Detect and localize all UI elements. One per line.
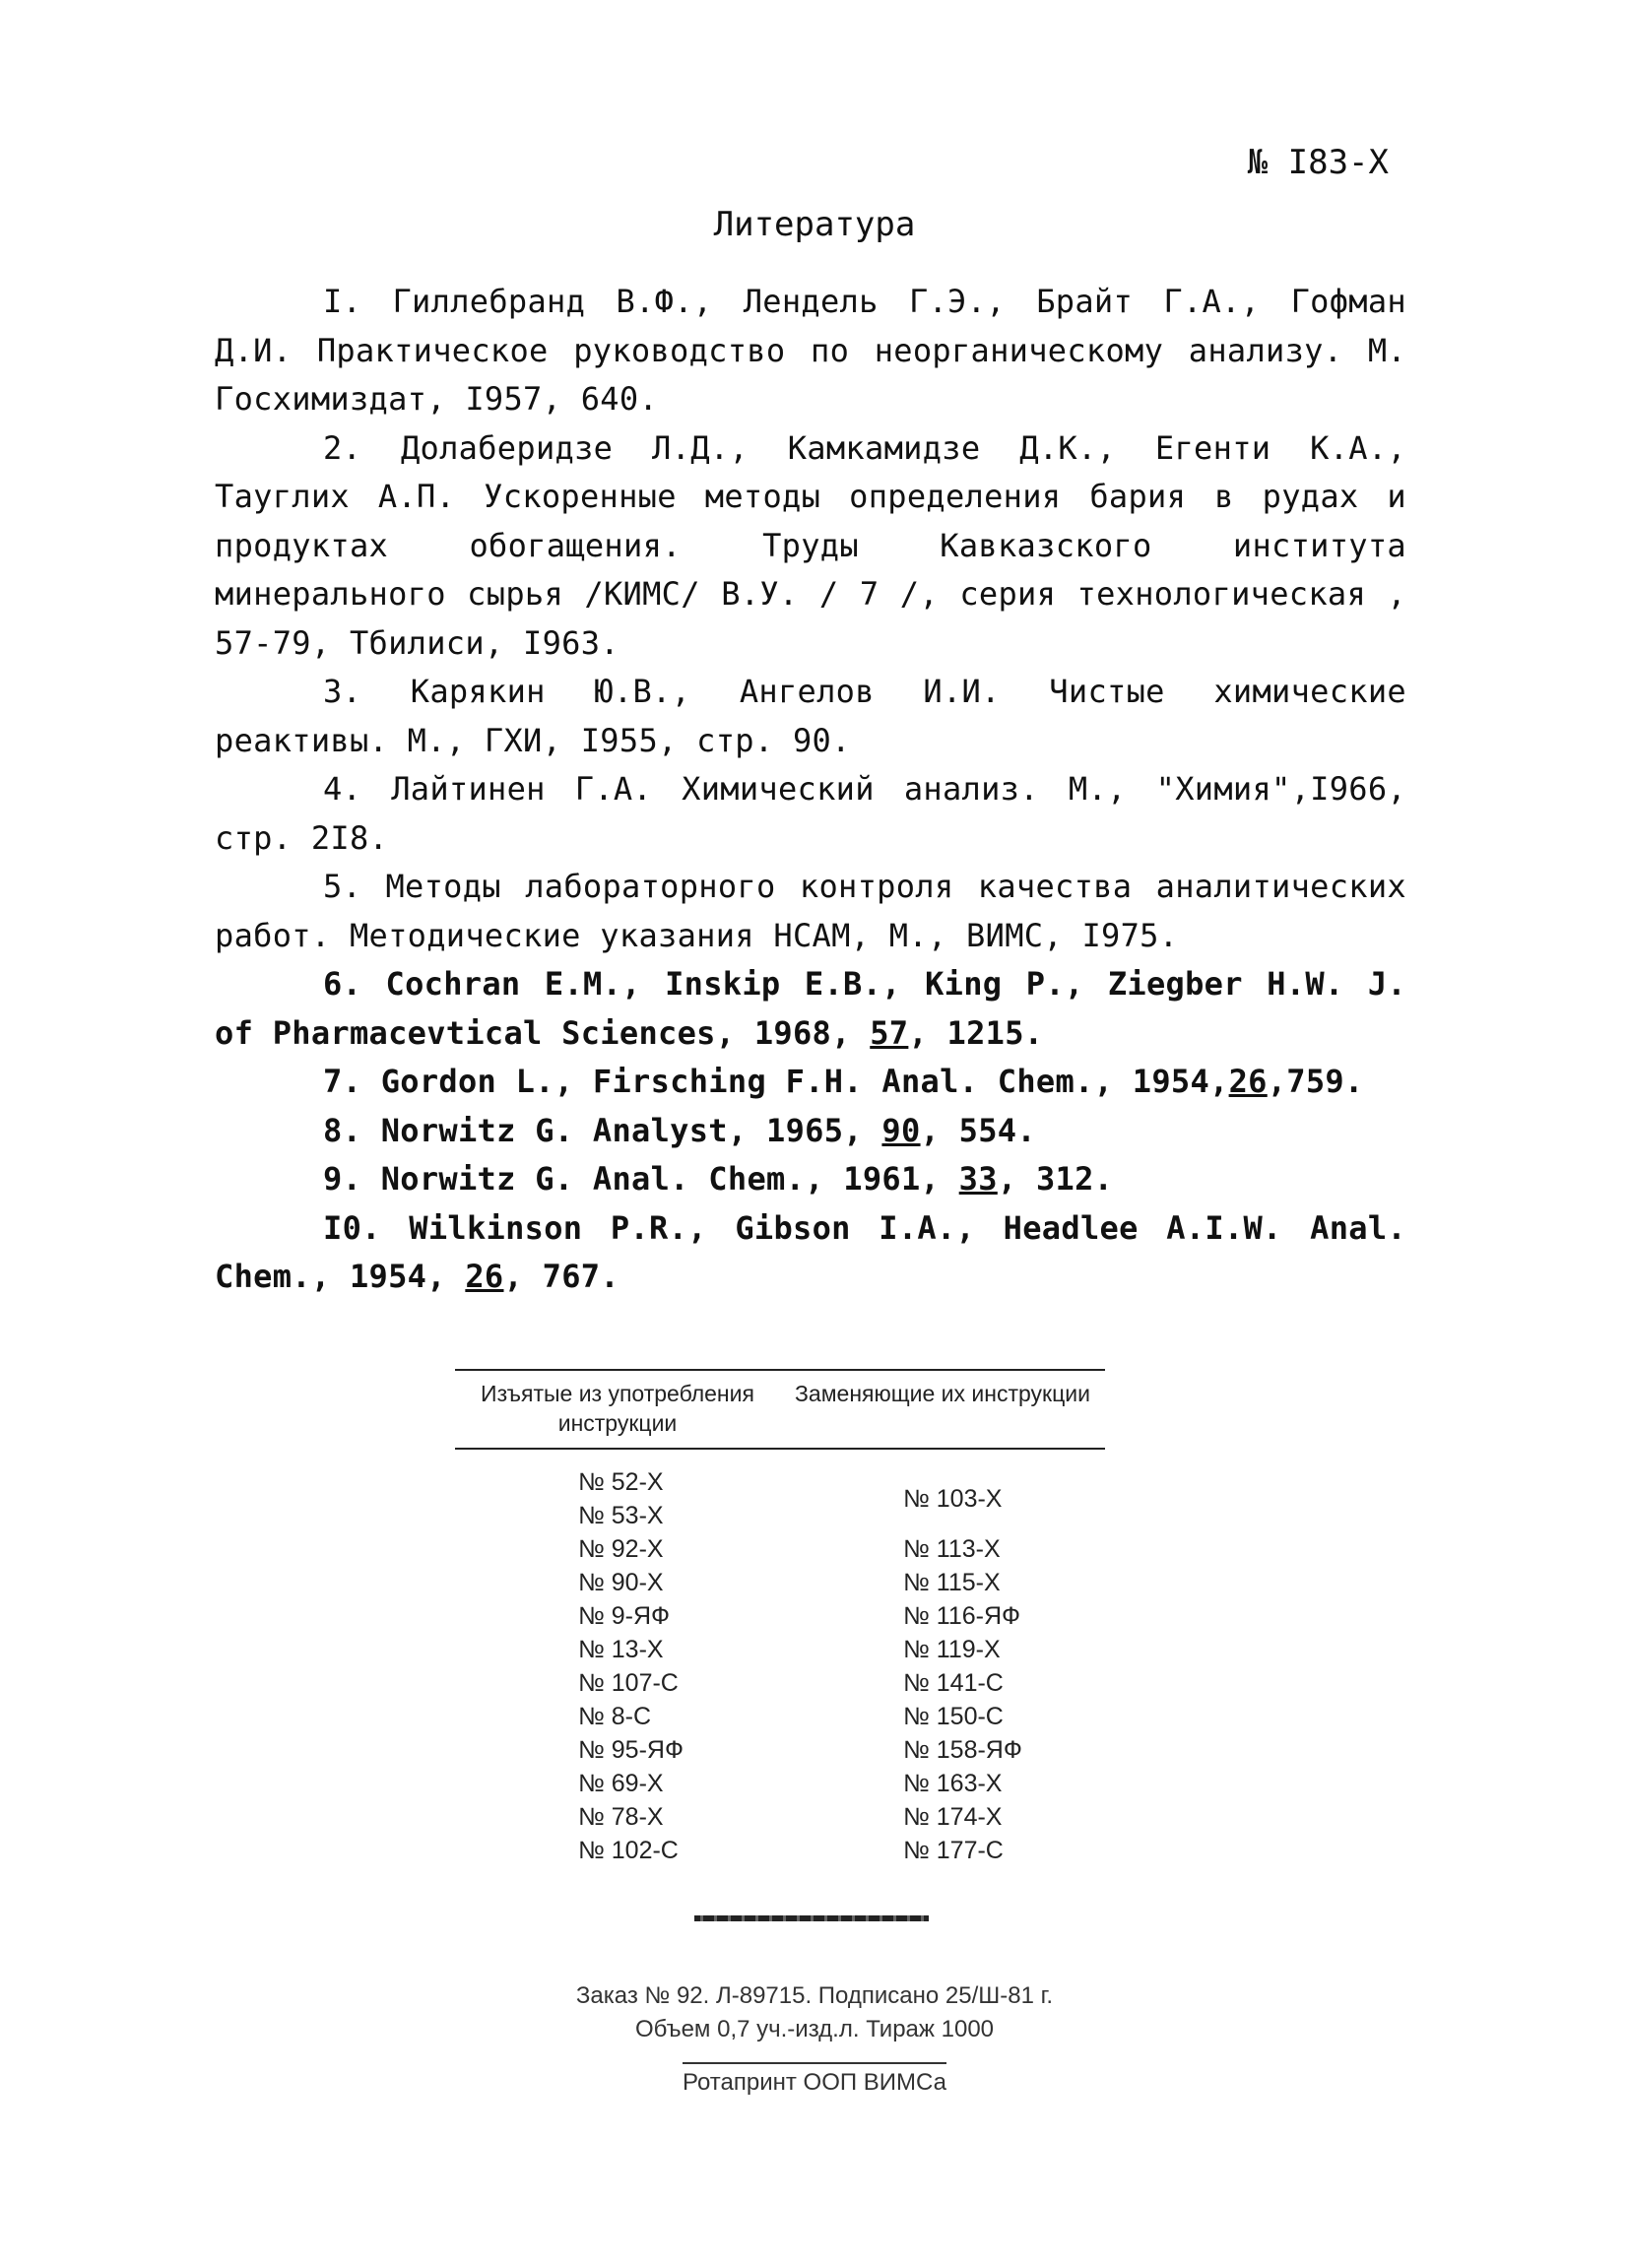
ref-volume: 57 (870, 1013, 909, 1052)
withdrawn-cell: № 13-Х (578, 1635, 664, 1663)
replacement-cell: № 150-С (903, 1702, 1004, 1730)
table-row (455, 1599, 1105, 1633)
reference-item: 5. Методы лабораторного контроля качества аналитических работ. Методические указания НСАМ, М., ВИМС, I975. (215, 868, 1406, 954)
ref-text: , 554. (920, 1111, 1036, 1149)
reference-item: 2. Долаберидзе Л.Д., Камкамидзе Д.К., Егенти К.А., Тауглих А.П. Ускоренные методы определения бария в рудах и продуктах обогащения. Труды Кавказского института минерального сырья /КИМС/ В.У. / 7 /, серия технологическая , 57-79, Тбилиси, I963. (215, 428, 1406, 662)
withdrawn-item: № 53-Х (578, 1502, 664, 1529)
ref-text: 9. Norwitz G. Anal. Chem., 1961, (323, 1160, 959, 1198)
table-row (455, 1733, 1105, 1767)
ref-text: , 1215. (908, 1013, 1044, 1052)
replacement-table (455, 1369, 1105, 1867)
withdrawn-cell: № 78-Х (578, 1802, 664, 1831)
table-row (455, 1532, 1105, 1566)
withdrawn-cell: № 8-С (578, 1702, 652, 1730)
ref-text: ,759. (1267, 1063, 1364, 1100)
replacement-cell: № 174-Х (903, 1802, 1003, 1831)
ref-volume: 90 (881, 1111, 921, 1149)
withdrawn-cell: № 90-Х (578, 1568, 664, 1596)
reference-item (215, 1204, 1406, 1302)
replacement-cell: № 116-ЯФ (903, 1601, 1021, 1630)
table-row-group (455, 1465, 1105, 1532)
withdrawn-cell: № 69-Х (578, 1769, 664, 1797)
withdrawn-cell: № 102-С (578, 1836, 679, 1864)
ref-text: 6. Cochran E.M., Inskip E.B., King P., Ziegber H.W. J. of Pharmacevtical Sciences, 1968, (215, 965, 1406, 1052)
imprint-order-line: Заказ № 92. Л-89715. Подписано 25/Ш-81 г. (575, 1982, 1054, 2009)
ref-text: 7. Gordon L., Firsching F.H. Anal. Chem., 1954, (323, 1063, 1229, 1100)
replacement-cell: № 158-ЯФ (903, 1735, 1022, 1764)
table-row (455, 1834, 1105, 1867)
replacement-cell: № 119-Х (903, 1635, 1001, 1663)
ref-volume: 33 (958, 1160, 998, 1198)
col1-header: Изъятые из употребления инструкции (481, 1381, 754, 1436)
ref-volume: 26 (1228, 1063, 1268, 1100)
reference-item: 3. Карякин Ю.В., Ангелов И.И. Чистые химические реактивы. М., ГХИ, I955, стр. 90. (215, 673, 1406, 759)
reference-item (215, 960, 1406, 1058)
table-row (455, 1767, 1105, 1800)
table-body (455, 1450, 1105, 1867)
withdrawn-cell: № 92-Х (578, 1534, 664, 1563)
replacement-cell: № 163-Х (903, 1769, 1003, 1797)
table-row (455, 1666, 1105, 1700)
ref-text: , 767. (503, 1258, 619, 1295)
withdrawn-cell: № 107-С (578, 1668, 679, 1697)
ref-text: , 312. (997, 1160, 1114, 1198)
imprint (0, 1979, 1629, 2100)
table-row (455, 1700, 1105, 1733)
table-row (455, 1800, 1105, 1834)
table-row (455, 1566, 1105, 1599)
withdrawn-item: № 52-Х (578, 1468, 664, 1496)
replacement-cell: № 103-Х (903, 1484, 1003, 1513)
withdrawn-cell (455, 1465, 780, 1532)
reference-item (215, 1155, 1406, 1204)
reference-item: 4. Лайтинен Г.А. Химический анализ. М., "Химия",I966, стр. 2I8. (215, 770, 1406, 857)
reference-list (215, 278, 1406, 1302)
replacement-cell: № 177-С (903, 1836, 1004, 1864)
table-row (455, 1633, 1105, 1666)
reference-item (215, 1058, 1406, 1107)
ref-text: I0. Wilkinson P.R., Gibson I.A., Headlee A.I.W. Anal. Chem., 1954, (215, 1208, 1406, 1295)
replacement-cell: № 141-С (903, 1668, 1004, 1697)
section-separator (694, 1915, 929, 1921)
ref-text: 8. Norwitz G. Analyst, 1965, (323, 1111, 882, 1149)
replacement-cell: № 115-Х (903, 1568, 1001, 1596)
ref-volume: 26 (465, 1258, 504, 1295)
table-header (455, 1371, 1105, 1448)
replacement-cell: № 113-Х (903, 1534, 1001, 1563)
imprint-volume-line: Объем 0,7 уч.-изд.л. Тираж 1000 (634, 2016, 995, 2042)
col2-header: Заменяющие их инструкции (795, 1381, 1090, 1406)
withdrawn-cell: № 9-ЯФ (578, 1601, 671, 1630)
reference-item: I. Гиллебранд В.Ф., Лендель Г.Э., Брайт Г.А., Гофман Д.И. Практическое руководство по неорганическому анализу. М. Госхимиздат, I957, 640. (215, 283, 1406, 418)
reference-item (215, 1107, 1406, 1156)
withdrawn-cell: № 95-ЯФ (578, 1735, 684, 1764)
references-heading: Литература (713, 205, 916, 244)
imprint-printer: Ротапринт ООП ВИМСа (683, 2062, 946, 2100)
document-number: № I83-Х (1247, 143, 1389, 182)
